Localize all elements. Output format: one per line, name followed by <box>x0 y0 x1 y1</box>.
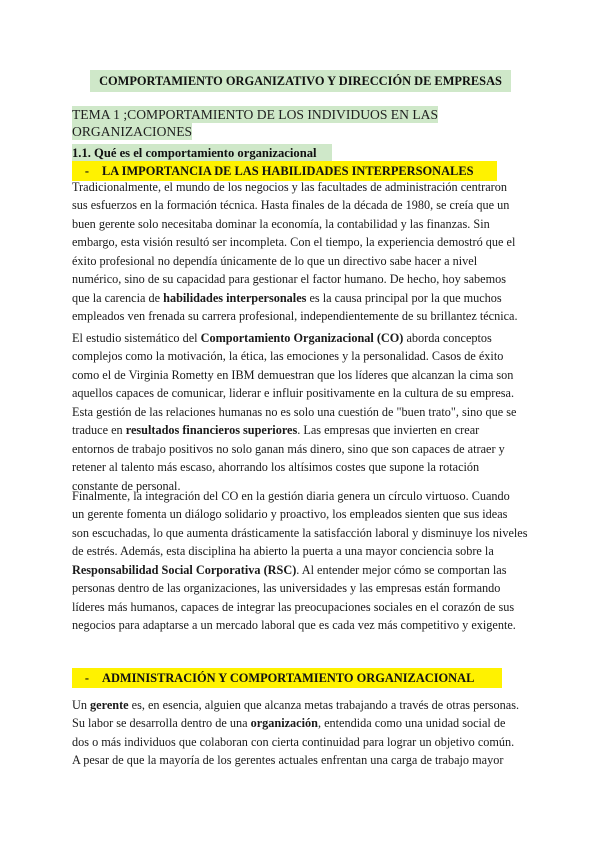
paragraph-line: empleados ven frenada su carrera profesional, independientemente de su brillantez técnica. <box>72 309 518 324</box>
paragraph-line: buen gerente solo necesitaba dominar la economía, la contabilidad y las finanzas. Sin <box>72 216 490 231</box>
paragraph-line <box>72 714 534 732</box>
paragraph-1 <box>72 178 534 326</box>
paragraph-line: entornos de trabajo positivos no solo ganan más dinero, sino que son capaces de atraer y <box>72 441 505 456</box>
paragraph-line: negocios para adaptarse a un mercado laboral que es cada vez más competitivo y exigente. <box>72 618 516 633</box>
paragraph-line: dos o más individuos que colaboran con cierta continuidad para lograr un objetivo común. <box>72 734 515 749</box>
paragraph-line: complejos como la motivación, la ética, las emociones y la personalidad. Casos de éxito <box>72 349 504 364</box>
bold-term: organización <box>250 716 318 731</box>
paragraph-line: numérico, sino de su capacidad para gestionar el factor humano. De hecho, hoy sabemos <box>72 272 507 287</box>
paragraph-4 <box>72 696 534 770</box>
topic-heading-line-1: TEMA 1 ;COMPORTAMIENTO DE LOS INDIVIDUOS EN LAS <box>72 107 439 122</box>
text-run: Su labor se desarrolla dentro de una <box>72 716 251 731</box>
text-run: que la carencia de <box>72 290 164 305</box>
bullet-dash: - <box>84 164 90 178</box>
paragraph-line <box>72 329 534 347</box>
paragraph-line: son escuchadas, lo que aumenta drásticamente la satisfacción laboral y disminuye los niveles <box>72 525 528 540</box>
bold-term: habilidades interpersonales <box>163 290 307 305</box>
paragraph-line: constante de personal. <box>72 478 181 493</box>
paragraph-line <box>72 696 534 714</box>
bold-term: gerente <box>90 698 129 712</box>
text-run: es, en esencia, alguien que alcanza metas trabajando a través de otras personas. <box>128 698 520 712</box>
paragraph-line: Finalmente, la integración del CO en la gestión diaria genera un círculo virtuoso. Cuando <box>72 489 510 503</box>
bullet-heading-text: LA IMPORTANCIA DE LAS HABILIDADES INTERPERSONALES <box>102 164 474 178</box>
bold-term: Comportamiento Organizacional (CO) <box>200 331 404 345</box>
topic-heading <box>72 106 472 140</box>
bullet-heading-administration <box>72 668 502 688</box>
paragraph-line: Esta gestión de las relaciones humanas no es solo una cuestión de "buen trato", sino que se <box>72 404 517 419</box>
bullet-heading-text: ADMINISTRACIÓN Y COMPORTAMIENTO ORGANIZACIONAL <box>102 671 475 685</box>
bold-term: resultados financieros superiores <box>125 423 298 438</box>
paragraph-3 <box>72 487 534 635</box>
text-run: El estudio sistemático del <box>72 331 201 345</box>
paragraph-2 <box>72 329 534 495</box>
paragraph-line: sus esfuerzos en la formación técnica. Hasta finales de la década de 1980, se creía que un <box>72 198 510 213</box>
document-title: COMPORTAMIENTO ORGANIZATIVO Y DIRECCIÓN DE EMPRESAS <box>90 70 511 92</box>
paragraph-line: líderes más humanos, capaces de integrar las preocupaciones sociales en el corazón de sus <box>72 599 515 614</box>
text-run: es la causa principal por la que muchos <box>306 290 502 305</box>
paragraph-line <box>72 289 534 307</box>
paragraph-line <box>72 561 534 579</box>
text-run: Un <box>72 698 91 712</box>
paragraph-line: éxito profesional no dependía únicamente de lo que un directivo sabe hacer a nivel <box>72 253 478 268</box>
paragraph-line: aquellos capaces de comunicar, liderar e influir positivamente en la cultura de su empresa. <box>72 386 515 401</box>
paragraph-line: A pesar de que la mayoría de los gerentes actuales enfrentan una carga de trabajo mayor <box>72 753 504 768</box>
text-run: . Las empresas que invierten en crear <box>297 423 480 438</box>
paragraph-line: retener al talento más escaso, ahorrando los altísimos costes que supone la rotación <box>72 460 480 475</box>
paragraph-line: Tradicionalmente, el mundo de los negocios y las facultades de administración centraron <box>72 180 507 194</box>
bold-term: Responsabilidad Social Corporativa (RSC) <box>72 562 297 577</box>
paragraph-line: embargo, esta visión resultó ser incompleta. Con el tiempo, la experiencia demostró que el <box>72 235 516 250</box>
text-run: . Al entender mejor cómo se comportan las <box>296 562 507 577</box>
paragraph-line: personas dentro de las organizaciones, las universidades y las empresas están formando <box>72 581 501 596</box>
text-run: aborda conceptos <box>403 331 492 345</box>
topic-heading-line-2: ORGANIZACIONES <box>72 124 193 139</box>
paragraph-line: un gerente fomenta un diálogo solidario y proactivo, los empleados sienten que sus ideas <box>72 507 508 522</box>
bullet-dash: - <box>84 671 90 685</box>
section-heading: 1.1. Qué es el comportamiento organizacional <box>72 144 332 162</box>
paragraph-line <box>72 421 534 439</box>
text-run: traduce en <box>72 423 126 438</box>
paragraph-line: como el de Virginia Rometty en IBM demuestran que los líderes que alcanzan la cima son <box>72 367 514 382</box>
text-run: , entendida como una unidad social de <box>317 716 506 731</box>
paragraph-line: de estrés. Además, esta disciplina ha abierto la puerta a una mayor conciencia sobre la <box>72 544 494 559</box>
